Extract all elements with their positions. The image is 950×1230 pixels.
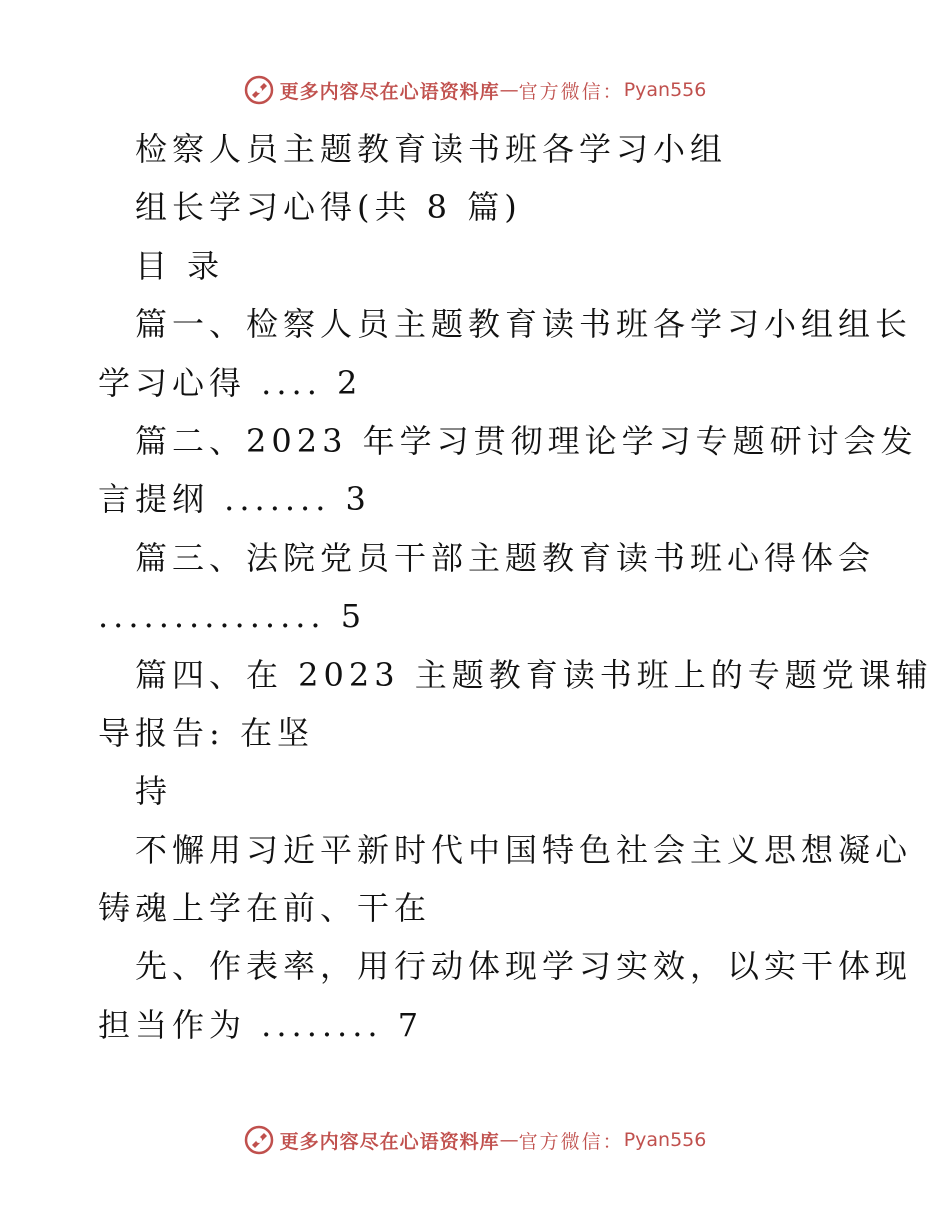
watermark-account-id: Pyan556 [623,1129,707,1151]
toc-line: 篇三、法院党员干部主题教育读书班心得体会 [135,538,876,577]
footer-watermark [0,1120,950,1160]
toc-line: 先、作表率，用行动体现学习实效，以实干体现 [135,947,913,986]
toc-line: 篇二、2023 年学习贯彻理论学习专题研讨会发 [135,421,918,460]
toc-line: 铸魂上学在前、干在 [98,889,432,928]
toc-line: 篇四、在 2023 主题教育读书班上的专题党课辅 [135,655,933,694]
watermark-official-label: 官方微信： [518,1130,624,1153]
watermark-account-id: Pyan556 [623,79,707,101]
toc-line: 言提纲 ....... 3 [98,480,371,519]
toc-heading: 目 录 [135,246,225,285]
toc-line: 持 [135,772,173,811]
toc-line: 学习心得 .... 2 [98,363,363,402]
watermark-dash: — [499,79,519,101]
document-title-line-1: 检察人员主题教育读书班各学习小组 [135,130,728,168]
watermark-brand-text: 更多内容尽在心语资料库 [279,80,500,103]
seal-logo-icon [244,1125,274,1155]
header-watermark [0,70,950,110]
seal-logo-icon [244,75,274,105]
watermark-brand-text: 更多内容尽在心语资料库 [279,1130,500,1153]
document-body [98,120,933,1054]
toc-line: 担当作为 ........ 7 [98,1005,424,1044]
toc-line: ............... 5 [98,597,367,636]
toc-line: 不懈用习近平新时代中国特色社会主义思想凝心 [135,830,913,869]
watermark-dash: — [499,1129,519,1151]
document-title-line-2: 组长学习心得(共 8 篇) [135,188,522,227]
watermark-official-label: 官方微信： [518,80,624,103]
toc-line: 篇一、检察人员主题教育读书班各学习小组组长 [135,305,913,344]
toc-line: 导报告: 在坚 [98,713,314,752]
